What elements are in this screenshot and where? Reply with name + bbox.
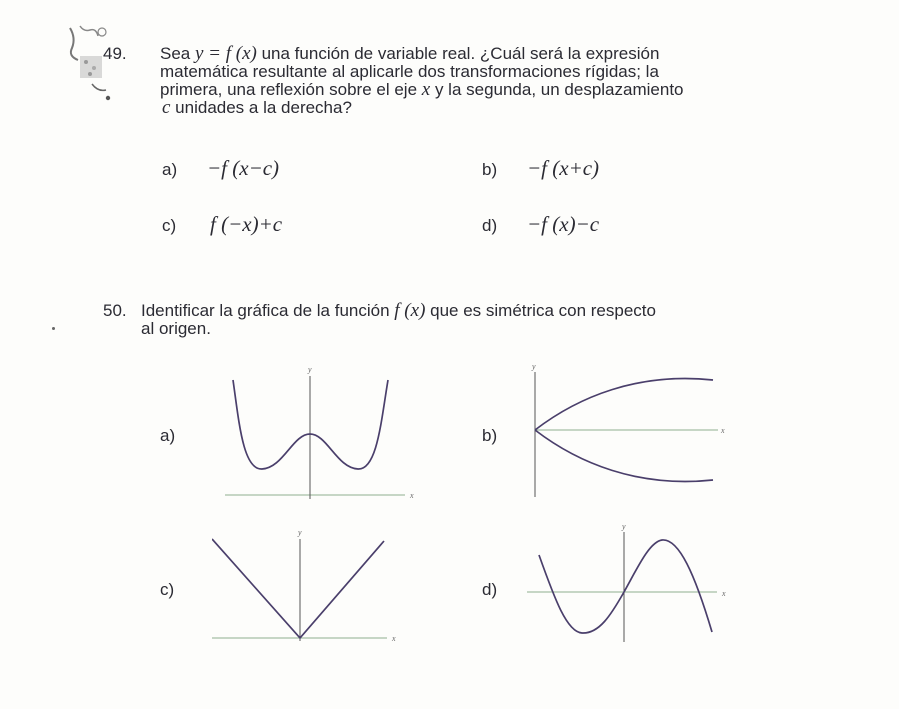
math-expr: y = f (x) bbox=[194, 43, 257, 64]
option-d-expr: −f (x)−c bbox=[527, 212, 600, 236]
y-axis-label: y bbox=[308, 365, 312, 374]
graph-a bbox=[225, 362, 420, 502]
x-axis-label: x bbox=[721, 426, 725, 435]
doodle-icon bbox=[62, 22, 122, 107]
text: unidades a la derecha? bbox=[175, 98, 352, 117]
option-c-label[interactable]: c) bbox=[160, 580, 175, 599]
curve-abs bbox=[212, 539, 384, 638]
text: una función de variable real. ¿Cuál será la expresión bbox=[261, 44, 660, 63]
question-number: 50. bbox=[103, 301, 127, 320]
curve-lower bbox=[535, 430, 713, 482]
math-expr: c bbox=[162, 97, 171, 118]
x-axis-label: x bbox=[410, 491, 414, 500]
graph-c bbox=[212, 527, 402, 647]
question-line-2: matemática resultante al aplicarle dos transformaciones rígidas; la bbox=[160, 62, 659, 81]
question-line-2: al origen. bbox=[141, 319, 211, 338]
option-b-expr: −f (x+c) bbox=[527, 156, 600, 180]
option-c-label[interactable]: c) bbox=[162, 216, 177, 235]
y-axis-label: y bbox=[298, 528, 302, 537]
text: primera, una reflexión sobre el eje bbox=[160, 80, 418, 99]
option-a-expr: −f (x−c) bbox=[207, 156, 280, 180]
text: y la segunda, un desplazamiento bbox=[434, 80, 684, 99]
question-number: 49. bbox=[103, 44, 127, 63]
question-line-4 bbox=[162, 99, 352, 116]
option-c-expr: f (−x)+c bbox=[210, 212, 283, 236]
question-line-3 bbox=[160, 81, 684, 98]
math-expr: f (x) bbox=[394, 300, 426, 321]
y-axis-label: y bbox=[622, 522, 626, 531]
graph-d bbox=[527, 520, 732, 645]
option-a-label[interactable]: a) bbox=[162, 160, 178, 179]
y-axis-label: y bbox=[532, 362, 536, 371]
stray-dot bbox=[52, 327, 55, 330]
text: que es simétrica con respecto bbox=[430, 301, 656, 320]
question-line-1 bbox=[160, 45, 659, 62]
x-axis-label: x bbox=[722, 589, 726, 598]
option-a-label[interactable]: a) bbox=[160, 426, 176, 445]
text: Sea bbox=[160, 44, 191, 63]
text: Identificar la gráfica de la función bbox=[141, 301, 390, 320]
option-b-label[interactable]: b) bbox=[482, 160, 498, 179]
math-expr: x bbox=[421, 79, 431, 100]
question-line-1 bbox=[141, 302, 656, 319]
option-b-label[interactable]: b) bbox=[482, 426, 498, 445]
option-d-label[interactable]: d) bbox=[482, 580, 498, 599]
option-d-label[interactable]: d) bbox=[482, 216, 498, 235]
x-axis-label: x bbox=[392, 634, 396, 643]
curve-upper bbox=[535, 378, 713, 430]
graph-b bbox=[528, 362, 733, 502]
curve-odd bbox=[539, 540, 712, 633]
